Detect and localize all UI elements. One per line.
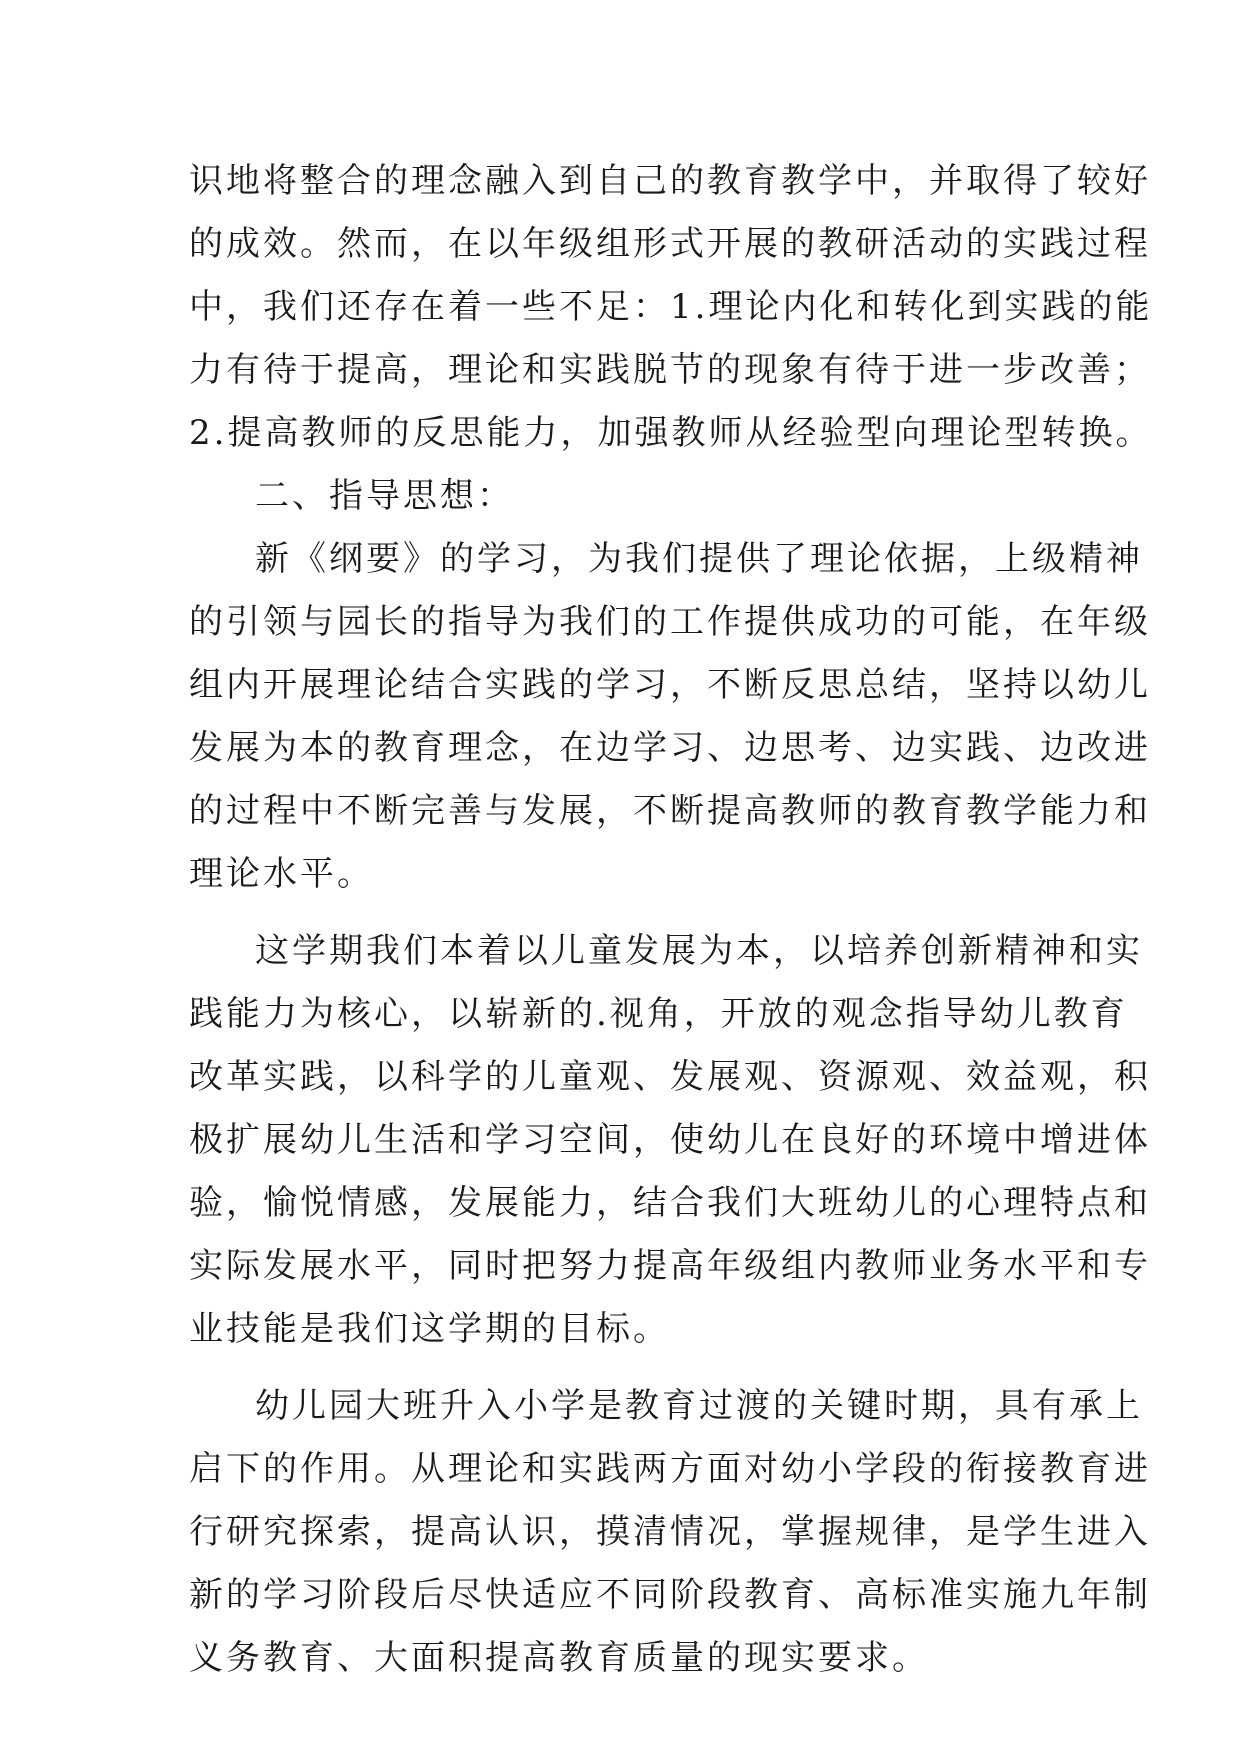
paragraph-intro-continued: [189, 150, 1153, 465]
text-line: 新《纲要》的学习，为我们提供了理论依据，上级精神: [255, 539, 1143, 579]
text-line: 践能力为核心，以崭新的.视角，开放的观念指导幼儿教育: [189, 994, 1128, 1034]
text-line: 中，我们还存在着一些不足：1.理论内化和转化到实践的能: [189, 287, 1153, 327]
text-line: 这学期我们本着以儿童发展为本，以培养创新精神和实: [255, 931, 1143, 971]
text-line: 的成效。然而，在以年级组形式开展的教研活动的实践过程: [189, 224, 1151, 264]
section-heading-guiding-ideology: [189, 465, 1053, 528]
text-line: 发展为本的教育理念，在边学习、边思考、边实践、边改进: [189, 728, 1151, 768]
text-line: 力有待于提高，理论和实践脱节的现象有待于进一步改善；: [189, 350, 1151, 390]
text-line: 理论水平。: [189, 854, 374, 894]
document-body: [189, 150, 1153, 1690]
text-line: 实际发展水平，同时把努力提高年级组内教师业务水平和专: [189, 1246, 1151, 1286]
text-line: 识地将整合的理念融入到自己的教育教学中，并取得了较好: [189, 161, 1151, 201]
paragraph-semester-goals: [189, 920, 1151, 1361]
text-line: 组内开展理论结合实践的学习，不断反思总结，坚持以幼儿: [189, 665, 1151, 705]
text-line: 启下的作用。从理论和实践两方面对幼小学段的衔接教育进: [189, 1449, 1151, 1489]
text-line: 的过程中不断完善与发展，不断提高教师的教育教学能力和: [189, 791, 1151, 831]
text-line: 业技能是我们这学期的目标。: [189, 1309, 670, 1349]
paragraph-kindergarten-transition: [189, 1375, 1151, 1690]
paragraph-guiding-ideology: [189, 528, 1151, 906]
text-line: 极扩展幼儿生活和学习空间，使幼儿在良好的环境中增进体: [189, 1120, 1151, 1160]
text-line: 幼儿园大班升入小学是教育过渡的关键时期，具有承上: [255, 1386, 1143, 1426]
section-heading: 二、指导思想：: [255, 476, 514, 516]
text-line: 行研究探索，提高认识，摸清情况，掌握规律，是学生进入: [189, 1512, 1151, 1552]
text-line: 的引领与园长的指导为我们的工作提供成功的可能，在年级: [189, 602, 1151, 642]
text-line: 改革实践，以科学的儿童观、发展观、资源观、效益观，积: [189, 1057, 1151, 1097]
text-line: 2.提高教师的反思能力，加强教师从经验型向理论型转换。: [189, 413, 1153, 453]
text-line: 新的学习阶段后尽快适应不同阶段教育、高标准实施九年制: [189, 1575, 1151, 1615]
text-line: 验，愉悦情感，发展能力，结合我们大班幼儿的心理特点和: [189, 1183, 1151, 1223]
text-line: 义务教育、大面积提高教育质量的现实要求。: [189, 1638, 929, 1678]
